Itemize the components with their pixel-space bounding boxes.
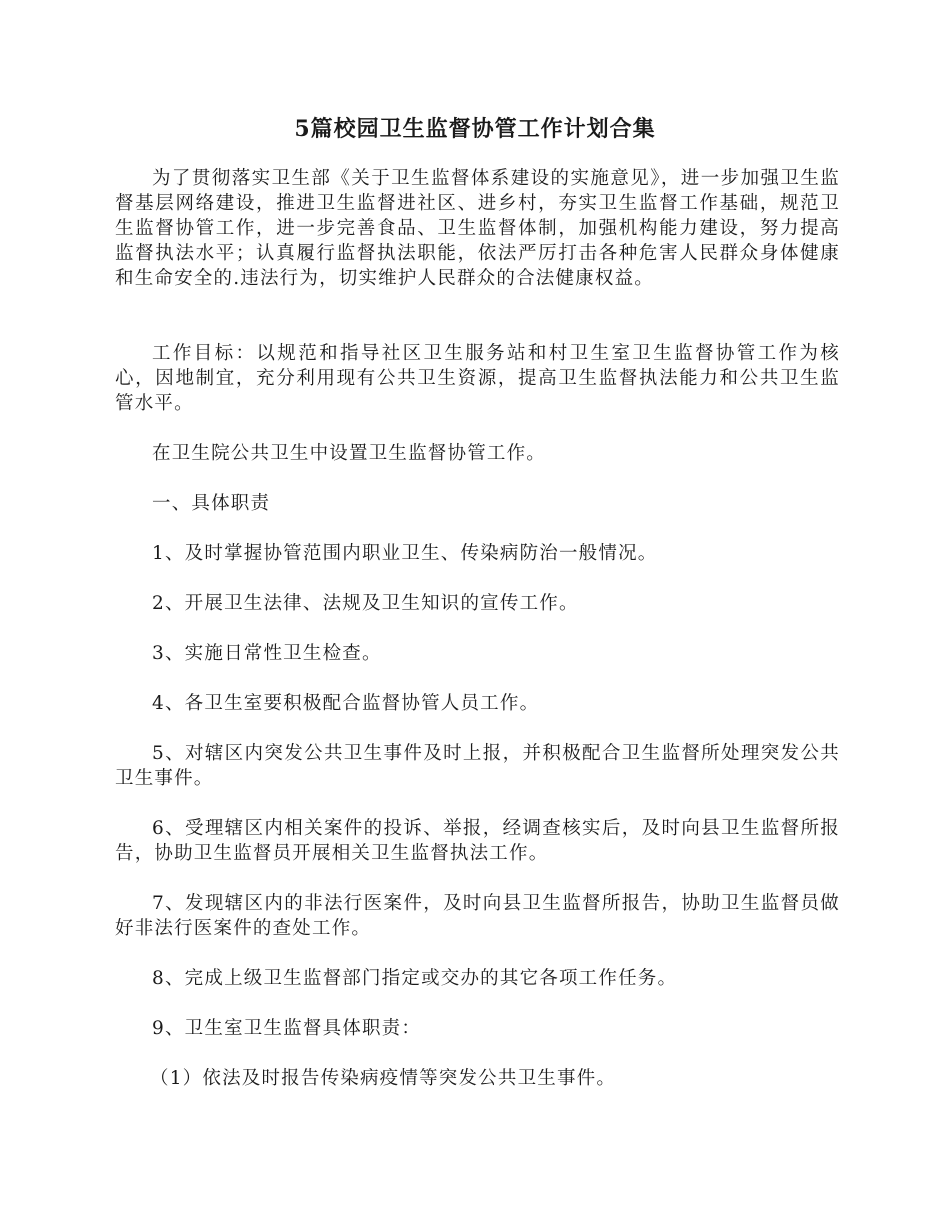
document-title: 5篇校园卫生监督协管工作计划合集	[294, 116, 656, 142]
duty-item-2: 2、开展卫生法律、法规及卫生知识的宣传工作。	[152, 593, 579, 614]
duty-item-8: 8、完成上级卫生监督部门指定或交办的其它各项工作任务。	[152, 968, 678, 989]
section-heading-duties: 一、具体职责	[152, 493, 271, 514]
duty-item-6: 6、受理辖区内相关案件的投诉、举报，经调查核实后，及时向县卫生监督所报告，协助卫生监督员开展相关卫生监督执法工作。	[115, 818, 840, 864]
sub-duty-item-1: （1）依法及时报告传染病疫情等突发公共卫生事件。	[150, 1068, 617, 1089]
paragraph-goal: 工作目标：以规范和指导社区卫生服务站和村卫生室卫生监督协管工作为核心，因地制宜，充分利用现有公共卫生资源，提高卫生监督执法能力和公共卫生监管水平。	[115, 343, 840, 414]
duty-item-3: 3、实施日常性卫生检查。	[152, 643, 382, 664]
duty-item-5: 5、对辖区内突发公共卫生事件及时上报，并积极配合卫生监督所处理突发公共卫生事件。	[115, 743, 840, 789]
paragraph-setup: 在卫生院公共卫生中设置卫生监督协管工作。	[152, 443, 547, 464]
duty-item-1: 1、及时掌握协管范围内职业卫生、传染病防治一般情况。	[152, 543, 658, 564]
paragraph-intro: 为了贯彻落实卫生部《关于卫生监督体系建设的实施意见》，进一步加强卫生监督基层网络建设，推进卫生监督进社区、进乡村，夯实卫生监督工作基础，规范卫生监督协管工作，进一步完善食品、卫生监督体制，加强机构能力建设，努力提高监督执法水平；认真履行监督执法职能，依法严厉打击各种危害人民群众身体健康和生命安全的.违法行为，切实维护人民群众的合法健康权益。	[115, 168, 840, 289]
duty-item-4: 4、各卫生室要积极配合监督协管人员工作。	[152, 693, 540, 714]
duty-item-7: 7、发现辖区内的非法行医案件，及时向县卫生监督所报告，协助卫生监督员做好非法行医案件的查处工作。	[115, 893, 840, 939]
duty-item-9: 9、卫生室卫生监督具体职责：	[152, 1018, 422, 1039]
